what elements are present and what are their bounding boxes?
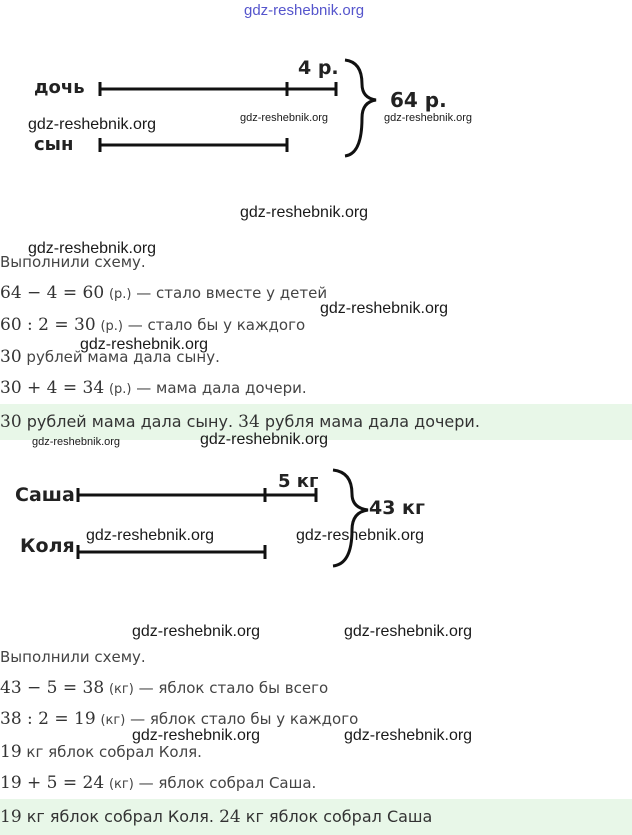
- step4-unit: (р.): [108, 382, 132, 397]
- total-label: 64 р.: [390, 88, 447, 112]
- answer2-text1: кг яблок собрал Коля.: [26, 807, 214, 826]
- step4-expression: 30 + 4 = 34: [0, 378, 105, 398]
- step4-text: — яблок собрал Саша.: [138, 774, 317, 792]
- solution2-intro: Выполнили схему.: [0, 648, 146, 666]
- watermark: gdz-reshebnik.org: [320, 300, 449, 317]
- watermark: gdz-reshebnik.org: [32, 436, 121, 448]
- solution1-step2: [0, 315, 305, 335]
- answer-1: [0, 412, 480, 432]
- watermark: gdz-reshebnik.org: [132, 623, 261, 640]
- step4-expression: 19 + 5 = 24: [0, 773, 105, 793]
- solution1-step4: [0, 378, 307, 398]
- solution1-intro: Выполнили схему.: [0, 253, 146, 271]
- watermark: gdz-reshebnik.org: [28, 240, 157, 257]
- label-son: сын: [34, 134, 74, 155]
- watermark: gdz-reshebnik.org: [344, 623, 473, 640]
- step1-text: — яблок стало бы всего: [138, 679, 329, 697]
- watermark-top: gdz-reshebnik.org: [244, 2, 365, 19]
- watermark: gdz-reshebnik.org: [296, 527, 425, 544]
- diagram-daughter-son: [0, 40, 632, 170]
- watermark: gdz-reshebnik.org: [132, 727, 261, 744]
- solution2-step4: [0, 773, 316, 793]
- step1-unit: (р.): [108, 287, 132, 302]
- step2-expression: 38 : 2 = 19: [0, 709, 96, 729]
- total-label-2: 43 кг: [369, 497, 425, 519]
- watermark: gdz-reshebnik.org: [28, 116, 157, 133]
- step1-expression: 64 − 4 = 60: [0, 283, 105, 303]
- step3-text: рублей мама дала сыну.: [26, 348, 220, 366]
- step2-unit: (р.): [100, 319, 123, 334]
- watermark: gdz-reshebnik.org: [240, 204, 369, 221]
- step2-text: — яблок стало бы у каждого: [130, 710, 359, 728]
- solution1-step1: [0, 283, 327, 303]
- answer1-text1: рублей мама дала сыну.: [26, 412, 234, 431]
- diagram-sasha-kolya: [0, 460, 632, 590]
- answer2-number2: 24: [219, 807, 241, 827]
- step2-expression: 60 : 2 = 30: [0, 315, 96, 335]
- watermark: gdz-reshebnik.org: [200, 431, 329, 448]
- step1-expression: 43 − 5 = 38: [0, 678, 105, 698]
- watermark: gdz-reshebnik.org: [240, 112, 329, 124]
- step3-number: 30: [0, 347, 22, 367]
- answer1-number1: 30: [0, 412, 22, 432]
- step2-text: — стало бы у каждого: [127, 316, 306, 334]
- diff-label-2: 5 кг: [278, 471, 319, 492]
- step1-unit: (кг): [108, 682, 134, 697]
- step3-number: 19: [0, 742, 22, 762]
- solution2-step2: [0, 709, 358, 729]
- solution1-step3: [0, 347, 220, 367]
- step4-unit: (кг): [108, 777, 134, 792]
- answer1-number2: 34: [238, 412, 260, 432]
- step1-text: — стало вместе у детей: [136, 284, 328, 302]
- label-daughter: дочь: [34, 77, 85, 98]
- watermark: gdz-reshebnik.org: [86, 527, 215, 544]
- solution2-step3: [0, 742, 202, 762]
- answer2-number1: 19: [0, 807, 22, 827]
- diff-label: 4 р.: [298, 57, 339, 79]
- brace-1: [345, 60, 376, 156]
- watermark: gdz-reshebnik.org: [344, 727, 473, 744]
- answer-2: [0, 807, 432, 827]
- step2-unit: (кг): [100, 713, 126, 728]
- watermark: gdz-reshebnik.org: [384, 112, 473, 124]
- label-kolya: Коля: [20, 535, 75, 557]
- answer2-text2: кг яблок собрал Саша: [245, 807, 433, 826]
- brace-2: [333, 470, 368, 566]
- label-sasha: Саша: [15, 484, 75, 506]
- watermark: gdz-reshebnik.org: [80, 336, 209, 353]
- solution2-step1: [0, 678, 328, 698]
- step4-text: — мама дала дочери.: [136, 379, 307, 397]
- answer1-text2: рубля мама дала дочери.: [264, 412, 480, 431]
- step3-text: кг яблок собрал Коля.: [26, 743, 202, 761]
